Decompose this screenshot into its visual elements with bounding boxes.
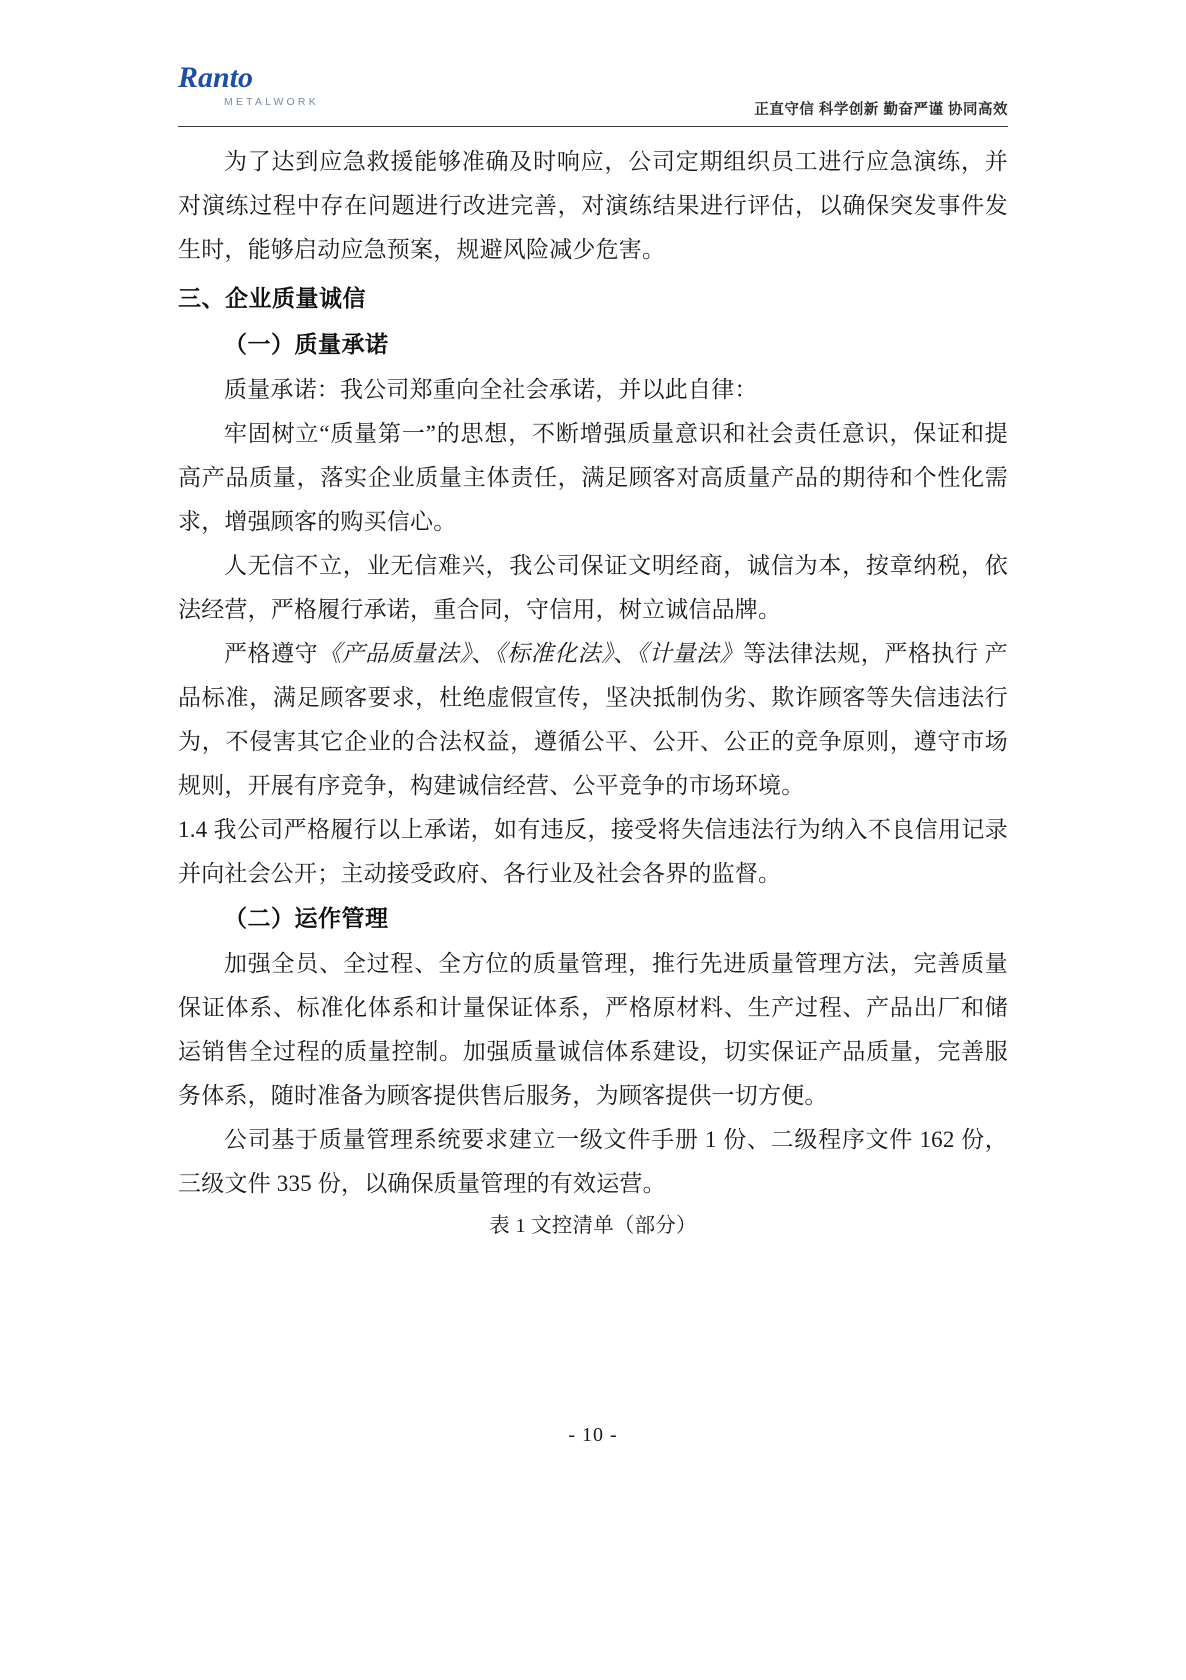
law-name-metrology: 《计量法》 [636, 641, 744, 666]
law-name-product-quality: 《产品质量法》 [318, 641, 472, 666]
paragraph-commitment-3 [178, 632, 1008, 808]
paragraph-commitment-lead: 质量承诺：我公司郑重向全社会承诺，并以此自律： [224, 377, 758, 402]
heading-section-three: 三、企业质量诚信 [178, 286, 366, 311]
page-header [178, 62, 1008, 126]
paragraph-commitment-2: 人无信不立，业无信难兴，我公司保证文明经商，诚信为本，按章纳税，依法经营，严格履行承诺，重合同，守信用，树立诚信品牌。 [178, 553, 1008, 622]
page-number: - 10 - [568, 1424, 618, 1446]
header-slogan: 正直守信 科学创新 勤奋严谨 协同高效 [754, 102, 1008, 118]
heading-operation-management: （二）运作管理 [224, 906, 389, 931]
paragraph-commitment-4: 1.4 我公司严格履行以上承诺，如有违反，接受将失信违法行为纳入不良信用记录并向社会公开；主动接受政府、各行业及社会各界的监督。 [178, 817, 1008, 886]
header-divider [178, 126, 1008, 127]
document-body [178, 140, 1008, 1246]
commitment-3-sep-1: 、 [471, 641, 496, 666]
commitment-3-sep-2: 、 [613, 641, 637, 666]
logo-wordmark: Ranto [178, 61, 254, 94]
table-caption: 表 1 文控清单（部分） [489, 1215, 697, 1237]
paragraph-intro: 为了达到应急救援能够准确及时响应，公司定期组织员工进行应急演练，并对演练过程中存在问题进行改进完善，对演练结果进行评估，以确保突发事件发生时，能够启动应急预案，规避风险减少危害。 [178, 149, 1008, 262]
paragraph-operation-2: 公司基于质量管理系统要求建立一级文件手册 1 份、二级程序文件 162 份，三级文件 335 份，以确保质量管理的有效运营。 [178, 1127, 1008, 1196]
company-logo [178, 62, 378, 108]
logo-subtext: METALWORK [224, 96, 319, 108]
commitment-3-text-a: 严格遵守 [224, 641, 319, 666]
commitment-3-text-b: 等法律法规，严格执行 产品标准，满足顾客要求，杜绝虚假宣传，坚决抵制伪劣、欺诈顾客等失信违法行为，不侵害其它企业的合法权益，遵循公平、公开、公正的竞争原则，遵守市场规则，开展有序竞争，构建诚信经营、公平竞争的市场环境。 [178, 641, 1009, 798]
law-name-standardization: 《标准化法》 [495, 641, 614, 666]
paragraph-operation-1: 加强全员、全过程、全方位的质量管理，推行先进质量管理方法，完善质量保证体系、标准化体系和计量保证体系，严格原材料、生产过程、产品出厂和储运销售全过程的质量控制。加强质量诚信体系建设，切实保证产品质量，完善服务体系，随时准备为顾客提供售后服务，为顾客提供一切方便。 [178, 951, 1008, 1108]
paragraph-commitment-1: 牢固树立“质量第一”的思想，不断增强质量意识和社会责任意识，保证和提高产品质量，落实企业质量主体责任，满足顾客对高质量产品的期待和个性化需求，增强顾客的购买信心。 [178, 421, 1008, 534]
heading-quality-commitment: （一）质量承诺 [224, 332, 389, 357]
